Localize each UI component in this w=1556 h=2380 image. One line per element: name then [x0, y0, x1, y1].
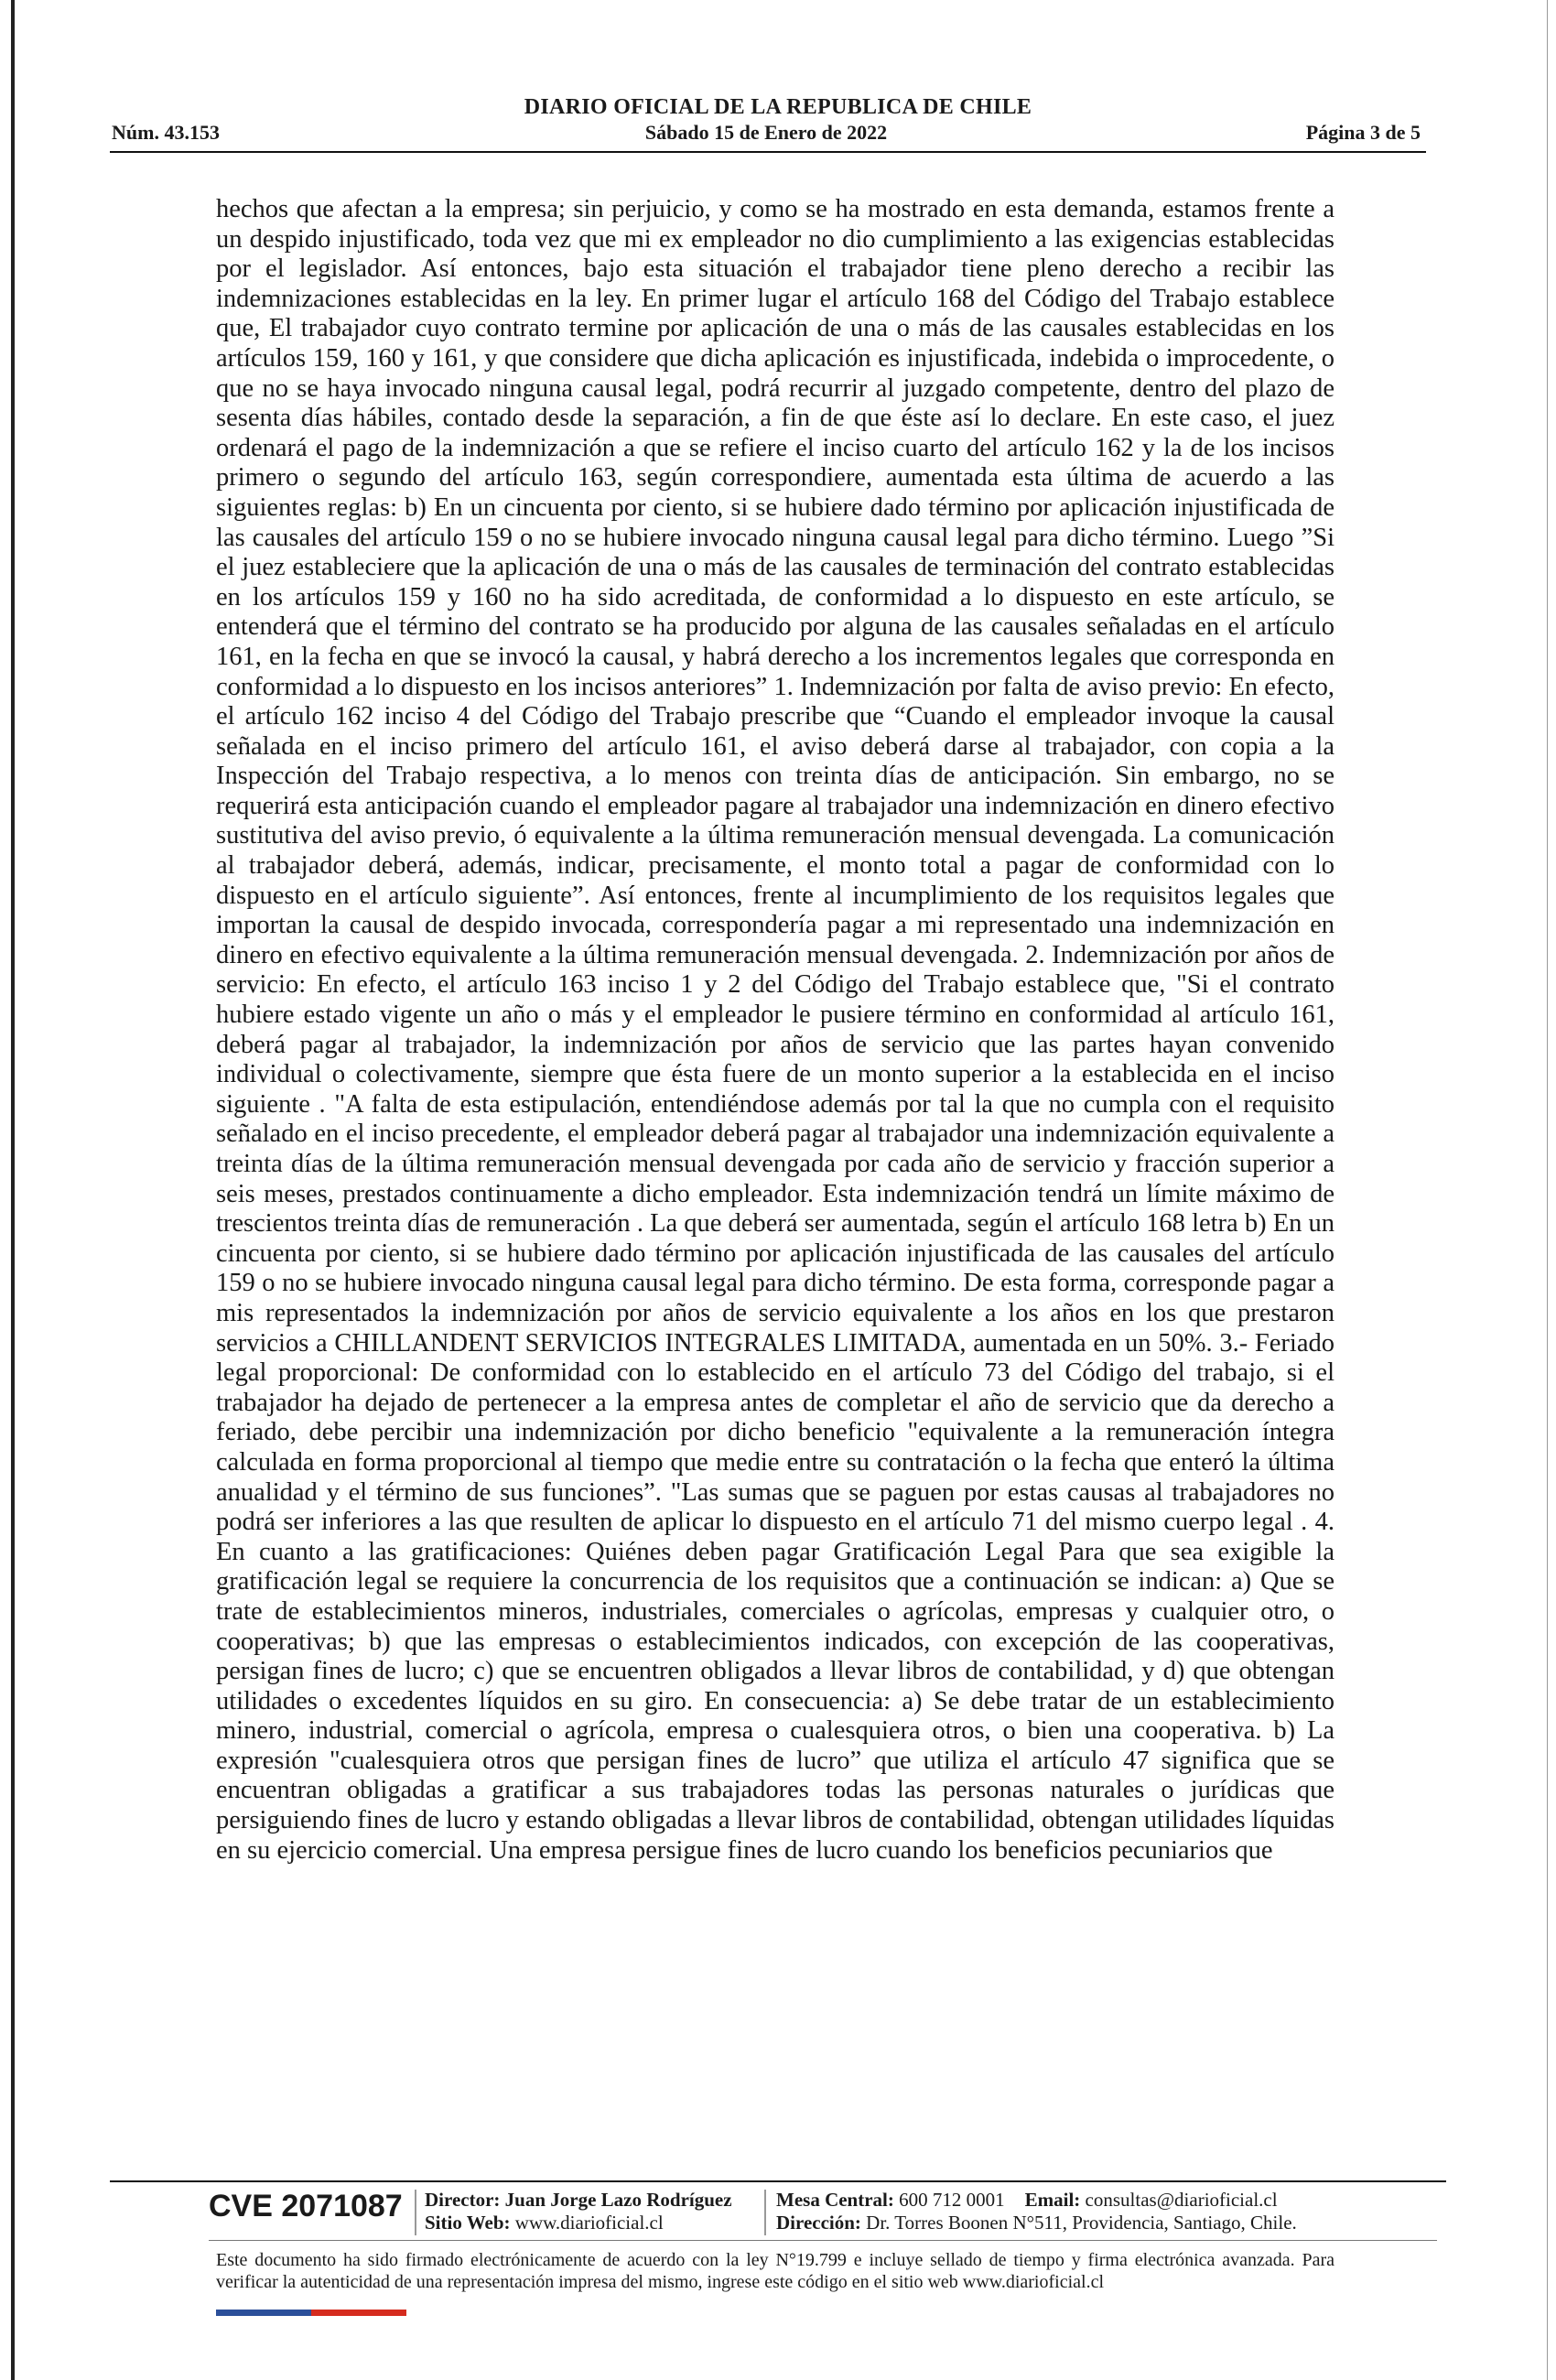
document-body-text: hechos que afectan a la empresa; sin perjuicio, y como se ha mostrado en esta demanda, estamos frente a un despido injustificado, toda vez que mi ex empleador no dio cumplimiento a las exigencias establecidas por el legislador. Así entonces, bajo esta situación el trabajador tiene pleno derecho a recibir las indemnizaciones establecidas en la ley. En primer lugar el artículo 168 del Código del Trabajo establece que, El trabajador cuyo contrato termine por aplicación de una o más de las causales establecidas en los artículos 159, 160 y 161, y que considere que dicha aplicación es injustificada, indebida o improcedente, o que no se haya invocado ninguna causal legal, podrá recurrir al juzgado competente, dentro del plazo de sesenta días hábiles, contado desde la separación, a fin de que éste así lo declare. En este caso, el juez ordenará el pago de la indemnización a que se refiere el inciso cuarto del artículo 162 y la de los incisos primero o segundo del artículo 163, según correspondiere, aumentada esta última de acuerdo a las siguientes reglas: b) En un cincuenta por ciento, si se hubiere dado término por aplicación injustificada de las causales del artículo 159 o no se hubiere invocado ninguna causal legal para dicho término. Luego ”Si el juez estableciere que la aplicación de una o más de las causales de terminación del contrato establecidas en los artículos 159 y 160 no ha sido acreditada, de conformidad a lo dispuesto en este artículo, se entenderá que el término del contrato se ha producido por alguna de las causales señaladas en el artículo 161, en la fecha en que se invocó la causal, y habrá derecho a los incrementos legales que corresponda en conformidad a lo dispuesto en los incisos anteriores” 1. Indemnización por falta de aviso previo: En efecto, el artículo 162 inciso 4 del Código del Trabajo prescribe que “Cuando el empleador invoque la causal señalada en el inciso primero del artículo 161, el aviso deberá darse al trabajador, con copia a la Inspección del Trabajo respectiva, a lo menos con treinta días de anticipación. Sin embargo, no se requerirá esta anticipación cuando el empleador pagare al trabajador una indemnización en dinero efectivo sustitutiva del aviso previo, ó equivalente a la última remuneración mensual devengada. La comunicación al trabajador deberá, además, indicar, precisamente, el monto total a pagar de conformidad con lo dispuesto en el artículo siguiente”. Así entonces, frente al incumplimiento de los requisitos legales que importan la causal de despido invocada, correspondería pagar a mi representado una indemnización en dinero en efectivo equivalente a la última remuneración mensual devengada. 2. Indemnización por años de servicio: En efecto, el artículo 163 inciso 1 y 2 del Código del Trabajo establece que, "Si el contrato hubiere estado vigente un año o más y el empleador le pusiere término en conformidad al artículo 161, deberá pagar al trabajador, la indemnización por años de servicio que las partes hayan convenido individual o colectivamente, siempre que ésta fuere de un monto superior a la establecida en el inciso siguiente . "A falta de esta estipulación, entendiéndose además por tal la que no cumpla con el requisito señalado en el inciso precedente, el empleador deberá pagar al trabajador una indemnización equivalente a treinta días de la última remuneración mensual devengada por cada año de servicio y fracción superior a seis meses, prestados continuamente a dicho empleador. Esta indemnización tendrá un límite máximo de trescientos treinta días de remuneración . La que deberá ser aumentada, según el artículo 168 letra b) En un cincuenta por ciento, si se hubiere dado término por aplicación injustificada de las causales del artículo 159 o no se hubiere invocado ninguna causal legal para dicho término. De esta forma, corresponde pagar a mis representados la indemnización por años de servicio equivalente a los años en los que prestaron servicios a CHILLANDENT SERVICIOS INTEGRALES LIMITADA, aumentada en un 50%. 3.- Feriado legal proporcional: De conformidad con lo establecido en el artículo 73 del Código del trabajo, si el trabajador ha dejado de pertenecer a la empresa antes de completar el año de servicio que da derecho a feriado, debe percibir una indemnización por dicho beneficio "equivalente a la remuneración íntegra calculada en forma proporcional al tiempo que medie entre su contratación o la fecha que enteró la última anualidad y el término de sus funciones”. "Las sumas que se paguen por estas causas al trabajadores no podrá ser inferiores a las que resulten de aplicar lo dispuesto en el artículo 71 del mismo cuerpo legal . 4. En cuanto a las gratificaciones: Quiénes deben pagar Gratificación Legal Para que sea exigible la gratificación legal se requiere la concurrencia de los requisitos que a continuación se indican: a) Que se trate de establecimientos mineros, industriales, comerciales o agrícolas, empresas y cualquier otro, o cooperativas; b) que las empresas o establecimientos indicados, con excepción de las cooperativas, persigan fines de lucro; c) que se encuentren obligados a llevar libros de contabilidad, y d) que obtengan utilidades o excedentes líquidos en su giro. En consecuencia: a) Se debe tratar de un establecimiento minero, industrial, comercial o agrícola, empresa o cualesquiera otros, o bien una cooperativa. b) La expresión "cualesquiera otros que persigan fines de lucro” que utiliza el artículo 47 significa que se encuentran obligadas a gratificar a sus trabajadores todas las personas naturales o jurídicas que persiguiendo fines de lucro y estando obligadas a llevar libros de contabilidad, obtengan utilidades líquidas en su ejercicio comercial. Una empresa persigue fines de lucro cuando los beneficios pecuniarios que [216, 195, 1334, 1865]
footer-divider-2 [209, 2240, 1437, 2241]
issue-date: Sábado 15 de Enero de 2022 [644, 121, 888, 144]
cve-code: CVE 2071087 [209, 2189, 403, 2223]
phone-label: Mesa Central: [776, 2189, 894, 2211]
header-divider [110, 151, 1426, 153]
header-row [112, 121, 1421, 150]
issue-number: Núm. 43.153 [112, 121, 220, 144]
footer-divider [110, 2180, 1446, 2182]
director-label: Director: [425, 2189, 501, 2211]
email-label: Email: [1024, 2189, 1081, 2211]
footer-director-block [425, 2189, 732, 2234]
website-link[interactable]: www.diarioficial.cl [514, 2212, 664, 2234]
footer-contact-block [776, 2189, 1297, 2234]
footer-separator-2 [764, 2190, 766, 2235]
director-name: Juan Jorge Lazo Rodríguez [504, 2189, 732, 2211]
website-label: Sitio Web: [425, 2212, 511, 2234]
address-label: Dirección: [776, 2212, 861, 2234]
footer-separator [415, 2190, 416, 2235]
email-link[interactable]: consultas@diarioficial.cl [1085, 2189, 1278, 2211]
page-edge-left [11, 0, 15, 2380]
page-edge-right [1547, 0, 1548, 2380]
electronic-signature-notice: Este documento ha sido firmado electrónicamente de acuerdo con la ley N°19.799 e incluye sellado de tiempo y firma electrónica avanzada. Para verificar la autenticidad de una representación impresa del mismo, ingrese este código en el sitio web www.diarioficial.cl [216, 2250, 1334, 2292]
page-number: Página 3 de 5 [1305, 121, 1421, 144]
flag-color-bar [216, 2310, 406, 2316]
phone-number: 600 712 0001 [899, 2189, 1005, 2211]
address-text: Dr. Torres Boonen N°511, Providencia, Santiago, Chile. [866, 2212, 1297, 2234]
publication-title: DIARIO OFICIAL DE LA REPUBLICA DE CHILE [524, 95, 1032, 119]
